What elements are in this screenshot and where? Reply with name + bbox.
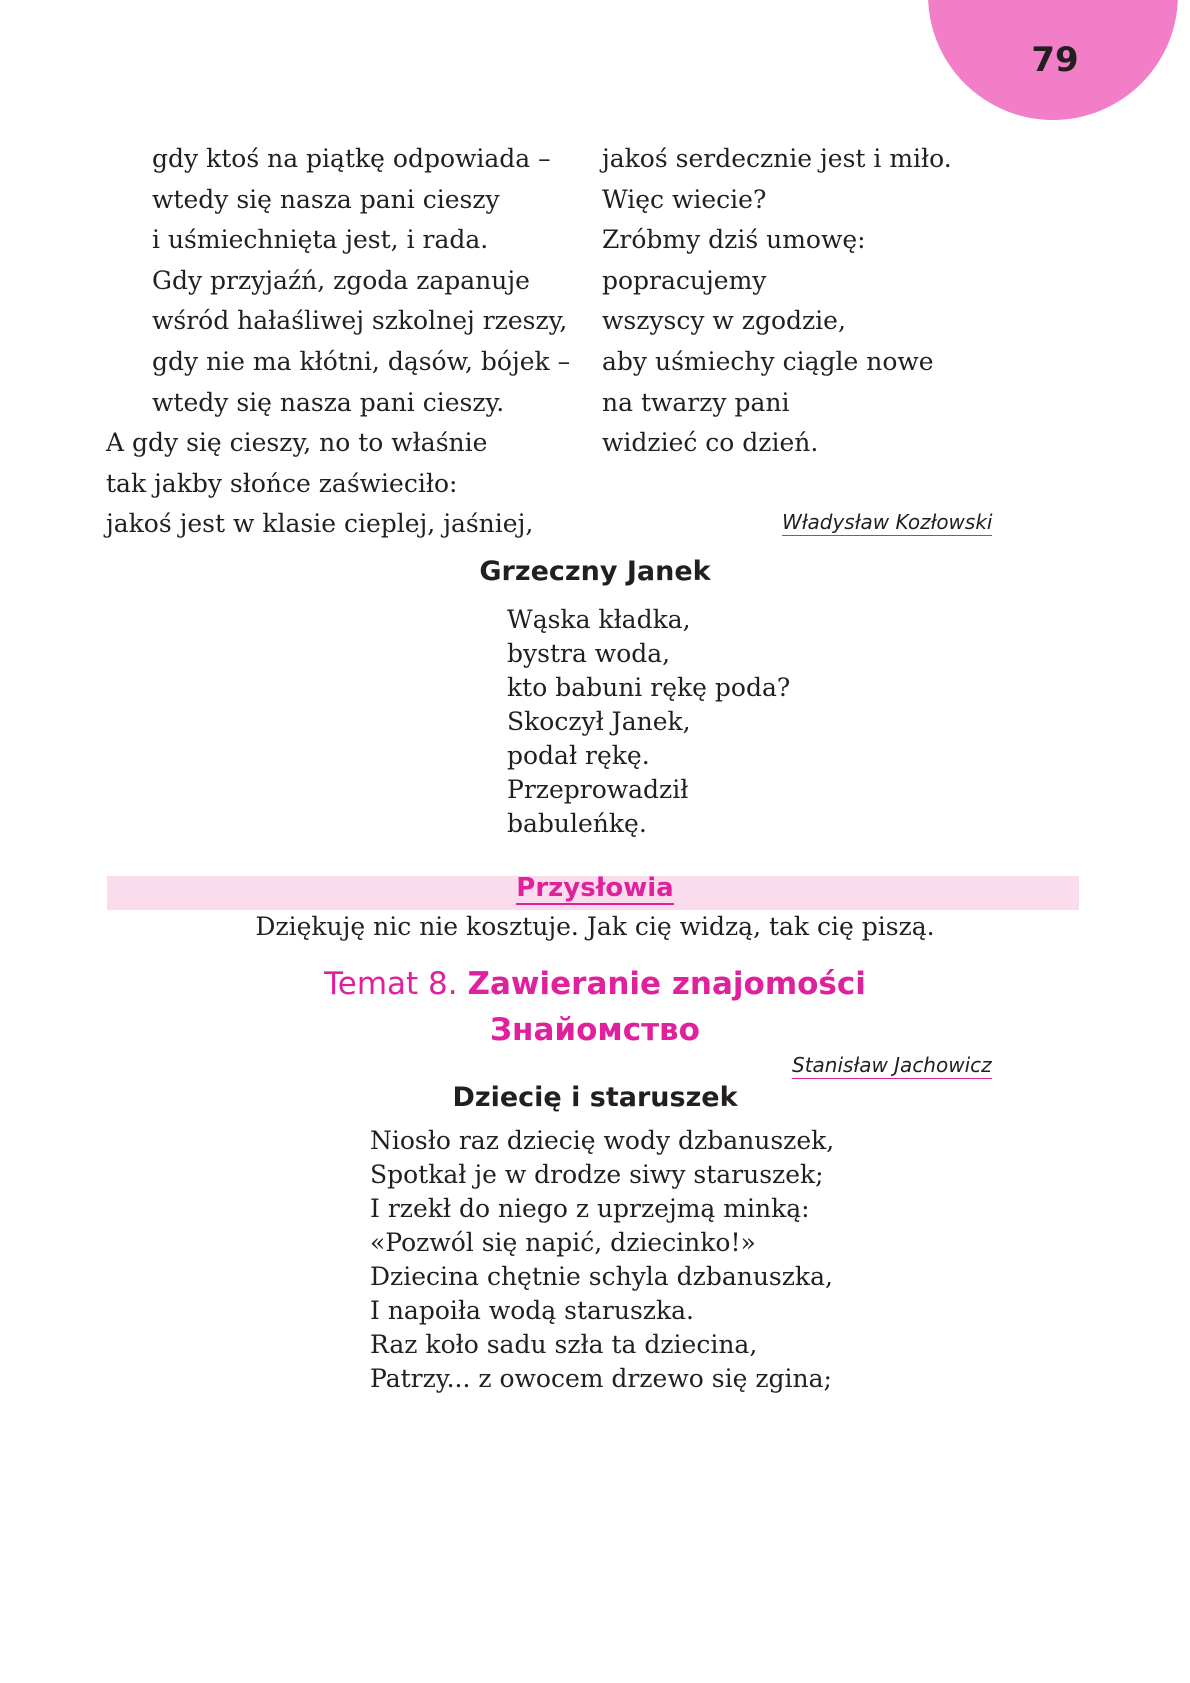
poem-line: Skoczył Janek, <box>507 707 691 736</box>
poem-line: popracujemy <box>602 265 767 295</box>
poem-line: i uśmiechnięta jest, i rada. <box>152 225 489 255</box>
poem-line: tak jakby słońce zaświeciło: <box>106 468 458 498</box>
poem-line: bystra woda, <box>507 639 671 668</box>
poem-line: podał rękę. <box>507 741 650 770</box>
poem-line: wśród hałaśliwej szkolnej rzeszy, <box>152 306 568 336</box>
poem-3-title: Dziecię i staruszek <box>452 1082 738 1113</box>
topic-heading <box>0 966 1190 1002</box>
poem-line: wszyscy w zgodzie, <box>602 306 846 336</box>
poem-line: gdy nie ma kłótni, dąsów, bójek – <box>152 346 571 376</box>
poem-line: Przeprowadził <box>507 775 689 804</box>
poem-line: Wąska kładka, <box>507 605 691 634</box>
poem-3-author: Stanisław Jachowicz <box>792 1053 992 1077</box>
poem-line: aby uśmiechy ciągle nowe <box>602 346 934 376</box>
topic-subtitle: Знайомство <box>490 1012 700 1048</box>
topic-name: Zawieranie znajomości <box>467 966 866 1002</box>
poem-1-left-column <box>106 139 571 545</box>
poem-line: Spotkał je w drodze siwy staruszek; <box>370 1160 824 1189</box>
poem-line: I napoiła wodą staruszka. <box>370 1296 694 1325</box>
poem-2-title: Grzeczny Janek <box>479 556 711 587</box>
poem-line: babuleńkę. <box>507 809 647 838</box>
poem-line: gdy ktoś na piątkę odpowiada – <box>152 144 551 173</box>
poem-line: jakoś jest w klasie cieplej, jaśniej, <box>106 509 534 539</box>
poem-line: I rzekł do niego z uprzejmą minką: <box>370 1194 810 1223</box>
poem-line: A gdy się cieszy, no to właśnie <box>106 428 488 458</box>
proverbs-heading-label: Przysłowia <box>516 873 674 903</box>
topic-number: Temat 8. <box>324 966 468 1002</box>
poem-line: wtedy się nasza pani cieszy. <box>152 387 505 417</box>
poem-line: Patrzy... z owocem drzewo się zgina; <box>370 1364 832 1393</box>
proverbs-text: Dziękuję nic nie kosztuje. Jak cię widzą, tak cię piszą. <box>255 912 935 941</box>
poem-line: Raz koło sadu szła ta dziecina, <box>370 1330 758 1359</box>
poem-line: Niosło raz dziecię wody dzbanuszek, <box>370 1126 835 1155</box>
poem-2-body <box>507 603 790 841</box>
proverbs-heading <box>0 873 1190 903</box>
poem-line: wtedy się nasza pani cieszy <box>152 184 500 214</box>
poem-line: «Pozwól się napić, dziecinko!» <box>370 1228 756 1257</box>
poem-line: Gdy przyjaźń, zgoda zapanuje <box>152 265 530 295</box>
poem-line: Zróbmy dziś umowę: <box>602 225 866 255</box>
poem-line: widzieć co dzień. <box>602 428 819 458</box>
poem-1-author: Władysław Kozłowski <box>782 510 993 534</box>
poem-line: kto babuni rękę poda? <box>507 673 791 702</box>
poem-1-right-column <box>602 139 952 464</box>
poem-line: jakoś serdecznie jest i miło. <box>602 144 952 173</box>
poem-3-body <box>370 1124 834 1396</box>
poem-line: Dziecina chętnie schyla dzbanuszka, <box>370 1262 833 1291</box>
page-number: 79 <box>1031 40 1079 80</box>
poem-line: na twarzy pani <box>602 387 790 417</box>
poem-line: Więc wiecie? <box>602 184 767 214</box>
